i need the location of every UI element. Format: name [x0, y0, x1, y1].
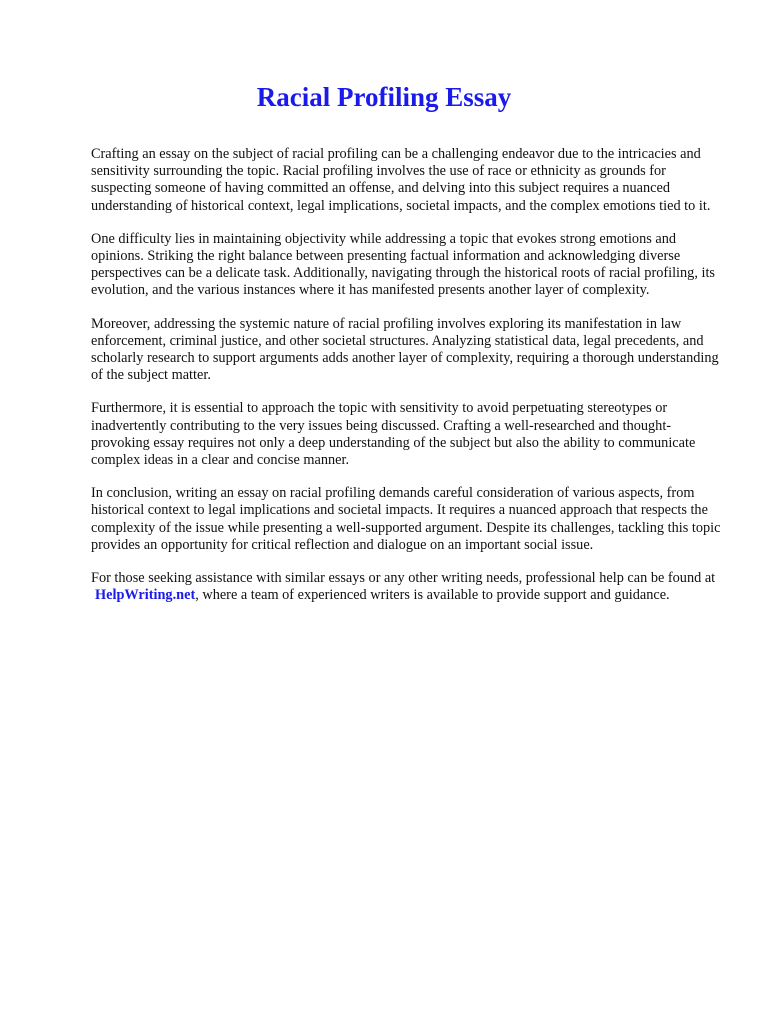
paragraph-4: Furthermore, it is essential to approach the topic with sensitivity to avoid perpetuating stereotypes or inadvertently contributing to the very issues being discussed. Crafting a well-researched and thought-provoking essay requires not only a deep understanding of the subject but also the ability to communicate complex ideas in a clear and concise manner. [91, 400, 696, 469]
closing-text-before-link: For those seeking assistance with similar essays or any other writing needs, professional help can be found at [91, 570, 716, 587]
paragraph-2: One difficulty lies in maintaining objectivity while addressing a topic that evokes strong emotions and opinions. Striking the right balance between presenting factual information and acknowledging diverse perspectives can be a delicate task. Additionally, navigating through the historical roots of racial profiling, its evolution, and the various instances where it has manifested presents another layer of complexity. [91, 230, 715, 299]
paragraph-3: Moreover, addressing the systemic nature of racial profiling involves exploring its manifestation in law enforcement, criminal justice, and other societal structures. Analyzing statistical data, legal precedents, and scholarly research to support arguments adds another layer of complexity, requiring a thorough understanding of the subject matter. [91, 315, 719, 384]
paragraph-1: Crafting an essay on the subject of racial profiling can be a challenging endeavor due to the intricacies and sensitivity surrounding the topic. Racial profiling involves the use of race or ethnicity as grounds for suspecting someone of having committed an offense, and delving into this subject requires a nuanced understanding of historical context, legal implications, societal impacts, and the complex emotions tied to it. [91, 146, 711, 214]
closing-text-after-link: , where a team of experienced writers is available to provide support and guidance. [195, 587, 670, 604]
essay-body [91, 146, 727, 620]
page-title: Racial Profiling Essay [256, 82, 512, 112]
closing-paragraph [91, 570, 727, 604]
paragraph-5: In conclusion, writing an essay on racial profiling demands careful consideration of various aspects, from historical context to legal implications and societal impacts. It requires a nuanced approach that respects the complexity of the issue while presenting a well-supported argument. Despite its challenges, tackling this topic provides an opportunity for critical reflection and dialogue on an important social issue. [91, 485, 721, 553]
helpwriting-link[interactable]: HelpWriting.net [95, 587, 196, 604]
